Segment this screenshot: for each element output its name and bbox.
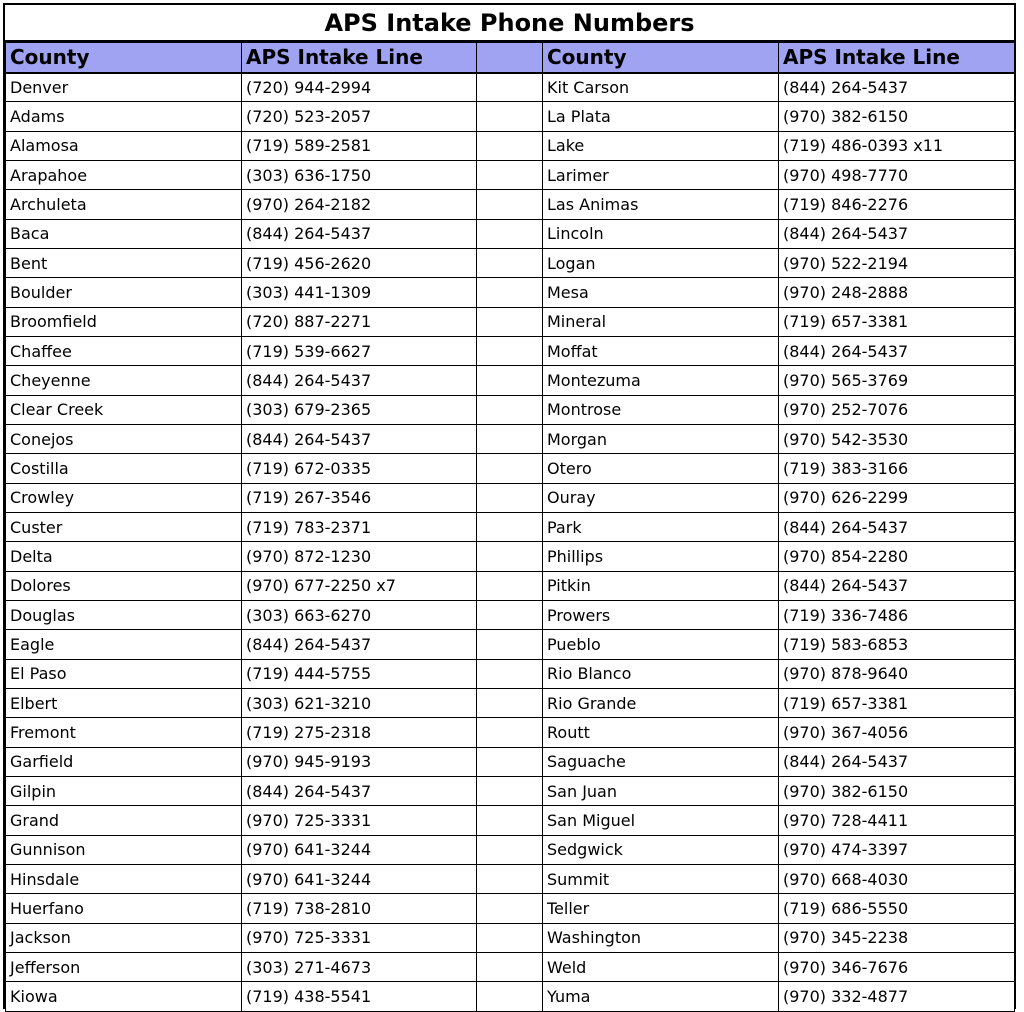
phone-cell: (970) 346-7676 xyxy=(779,952,1015,981)
phone-cell: (970) 264-2182 xyxy=(242,190,477,219)
header-county-right: County xyxy=(543,43,779,73)
county-cell: Baca xyxy=(6,219,242,248)
table-row xyxy=(6,718,1015,747)
county-cell: Washington xyxy=(543,923,779,952)
table-row xyxy=(6,395,1015,424)
county-cell: Jefferson xyxy=(6,952,242,981)
phone-cell: (719) 444-5755 xyxy=(242,659,477,688)
gap-cell xyxy=(477,454,543,483)
table-row xyxy=(6,73,1015,102)
county-cell: Montrose xyxy=(543,395,779,424)
gap-cell xyxy=(477,630,543,659)
county-cell: Otero xyxy=(543,454,779,483)
phone-cell: (970) 641-3244 xyxy=(242,835,477,864)
county-cell: Jackson xyxy=(6,923,242,952)
county-cell: Park xyxy=(543,512,779,541)
header-line-left: APS Intake Line xyxy=(242,43,477,73)
gap-cell xyxy=(477,73,543,102)
table-row xyxy=(6,278,1015,307)
gap-cell xyxy=(477,864,543,893)
table-row xyxy=(6,160,1015,189)
county-cell: Eagle xyxy=(6,630,242,659)
phone-cell: (719) 672-0335 xyxy=(242,454,477,483)
gap-cell xyxy=(477,336,543,365)
phone-cell: (970) 474-3397 xyxy=(779,835,1015,864)
county-cell: Bent xyxy=(6,248,242,277)
table-row xyxy=(6,190,1015,219)
table-row xyxy=(6,571,1015,600)
phone-cell: (844) 264-5437 xyxy=(779,73,1015,102)
table-row xyxy=(6,747,1015,776)
gap-cell xyxy=(477,395,543,424)
table-row xyxy=(6,952,1015,981)
county-cell: Archuleta xyxy=(6,190,242,219)
phone-cell: (844) 264-5437 xyxy=(779,747,1015,776)
table-row xyxy=(6,248,1015,277)
gap-cell xyxy=(477,806,543,835)
sheet-title: APS Intake Phone Numbers xyxy=(5,5,1014,42)
county-cell: Ouray xyxy=(543,483,779,512)
county-cell: Arapahoe xyxy=(6,160,242,189)
table-row xyxy=(6,366,1015,395)
phone-cell: (303) 271-4673 xyxy=(242,952,477,981)
phone-cell: (970) 542-3530 xyxy=(779,424,1015,453)
county-cell: Huerfano xyxy=(6,894,242,923)
phone-cell: (970) 382-6150 xyxy=(779,102,1015,131)
phone-cell: (719) 267-3546 xyxy=(242,483,477,512)
table-row xyxy=(6,776,1015,805)
phone-number-sheet xyxy=(3,3,1016,1009)
header-gap xyxy=(477,43,543,73)
gap-cell xyxy=(477,688,543,717)
gap-cell xyxy=(477,747,543,776)
phone-cell: (844) 264-5437 xyxy=(242,219,477,248)
county-cell: Costilla xyxy=(6,454,242,483)
phone-cell: (844) 264-5437 xyxy=(779,336,1015,365)
gap-cell xyxy=(477,160,543,189)
phone-cell: (844) 264-5437 xyxy=(779,219,1015,248)
phone-cell: (844) 264-5437 xyxy=(779,571,1015,600)
county-cell: El Paso xyxy=(6,659,242,688)
county-cell: Dolores xyxy=(6,571,242,600)
phone-cell: (719) 336-7486 xyxy=(779,600,1015,629)
phone-cell: (719) 539-6627 xyxy=(242,336,477,365)
phone-cell: (970) 854-2280 xyxy=(779,542,1015,571)
county-cell: Chaffee xyxy=(6,336,242,365)
gap-cell xyxy=(477,982,543,1011)
gap-cell xyxy=(477,835,543,864)
county-cell: San Miguel xyxy=(543,806,779,835)
table-row xyxy=(6,424,1015,453)
gap-cell xyxy=(477,952,543,981)
phone-cell: (970) 565-3769 xyxy=(779,366,1015,395)
phone-cell: (970) 382-6150 xyxy=(779,776,1015,805)
county-cell: Hinsdale xyxy=(6,864,242,893)
county-cell: Conejos xyxy=(6,424,242,453)
county-cell: Cheyenne xyxy=(6,366,242,395)
gap-cell xyxy=(477,776,543,805)
county-cell: Phillips xyxy=(543,542,779,571)
gap-cell xyxy=(477,600,543,629)
phone-cell: (970) 367-4056 xyxy=(779,718,1015,747)
county-cell: Logan xyxy=(543,248,779,277)
county-cell: Broomfield xyxy=(6,307,242,336)
phone-cell: (719) 456-2620 xyxy=(242,248,477,277)
gap-cell xyxy=(477,718,543,747)
county-cell: Weld xyxy=(543,952,779,981)
gap-cell xyxy=(477,483,543,512)
table-row xyxy=(6,336,1015,365)
county-cell: Las Animas xyxy=(543,190,779,219)
county-cell: Moffat xyxy=(543,336,779,365)
county-cell: Alamosa xyxy=(6,131,242,160)
phone-cell: (844) 264-5437 xyxy=(242,776,477,805)
gap-cell xyxy=(477,512,543,541)
gap-cell xyxy=(477,307,543,336)
county-cell: Lake xyxy=(543,131,779,160)
table-row xyxy=(6,483,1015,512)
gap-cell xyxy=(477,542,543,571)
table-body xyxy=(6,73,1015,1012)
phone-cell: (970) 872-1230 xyxy=(242,542,477,571)
phone-cell: (970) 728-4411 xyxy=(779,806,1015,835)
table-row xyxy=(6,542,1015,571)
table-row xyxy=(6,630,1015,659)
phone-cell: (719) 383-3166 xyxy=(779,454,1015,483)
header-line-right: APS Intake Line xyxy=(779,43,1015,73)
phone-cell: (719) 686-5550 xyxy=(779,894,1015,923)
phone-cell: (844) 264-5437 xyxy=(779,512,1015,541)
county-cell: Morgan xyxy=(543,424,779,453)
county-cell: Boulder xyxy=(6,278,242,307)
county-cell: Rio Grande xyxy=(543,688,779,717)
county-cell: Fremont xyxy=(6,718,242,747)
county-cell: Douglas xyxy=(6,600,242,629)
county-cell: Saguache xyxy=(543,747,779,776)
phone-cell: (303) 679-2365 xyxy=(242,395,477,424)
phone-cell: (970) 522-2194 xyxy=(779,248,1015,277)
county-cell: Routt xyxy=(543,718,779,747)
phone-cell: (844) 264-5437 xyxy=(242,630,477,659)
county-cell: Denver xyxy=(6,73,242,102)
gap-cell xyxy=(477,102,543,131)
table-row xyxy=(6,982,1015,1011)
phone-cell: (970) 332-4877 xyxy=(779,982,1015,1011)
county-cell: Lincoln xyxy=(543,219,779,248)
county-cell: Delta xyxy=(6,542,242,571)
county-cell: Mesa xyxy=(543,278,779,307)
table-row xyxy=(6,659,1015,688)
table-row xyxy=(6,835,1015,864)
county-cell: Sedgwick xyxy=(543,835,779,864)
gap-cell xyxy=(477,219,543,248)
gap-cell xyxy=(477,424,543,453)
county-cell: Gilpin xyxy=(6,776,242,805)
phone-cell: (720) 887-2271 xyxy=(242,307,477,336)
phone-cell: (719) 657-3381 xyxy=(779,688,1015,717)
phone-cell: (970) 668-4030 xyxy=(779,864,1015,893)
gap-cell xyxy=(477,131,543,160)
phone-cell: (719) 846-2276 xyxy=(779,190,1015,219)
table-row xyxy=(6,512,1015,541)
phone-cell: (303) 636-1750 xyxy=(242,160,477,189)
county-cell: Clear Creek xyxy=(6,395,242,424)
phone-cell: (970) 725-3331 xyxy=(242,923,477,952)
county-cell: Grand xyxy=(6,806,242,835)
phone-cell: (719) 438-5541 xyxy=(242,982,477,1011)
phone-cell: (719) 589-2581 xyxy=(242,131,477,160)
phone-cell: (303) 663-6270 xyxy=(242,600,477,629)
table-row xyxy=(6,102,1015,131)
county-cell: Mineral xyxy=(543,307,779,336)
phone-cell: (719) 583-6853 xyxy=(779,630,1015,659)
phone-cell: (303) 621-3210 xyxy=(242,688,477,717)
county-cell: La Plata xyxy=(543,102,779,131)
county-cell: Elbert xyxy=(6,688,242,717)
gap-cell xyxy=(477,659,543,688)
phone-cell: (970) 878-9640 xyxy=(779,659,1015,688)
gap-cell xyxy=(477,278,543,307)
phone-cell: (719) 738-2810 xyxy=(242,894,477,923)
phone-cell: (970) 945-9193 xyxy=(242,747,477,776)
county-cell: Crowley xyxy=(6,483,242,512)
phone-cell: (970) 626-2299 xyxy=(779,483,1015,512)
table-row xyxy=(6,219,1015,248)
table-row xyxy=(6,454,1015,483)
phone-cell: (970) 677-2250 x7 xyxy=(242,571,477,600)
phone-cell: (720) 523-2057 xyxy=(242,102,477,131)
phone-cell: (970) 725-3331 xyxy=(242,806,477,835)
phone-cell: (970) 252-7076 xyxy=(779,395,1015,424)
gap-cell xyxy=(477,366,543,395)
header-row xyxy=(6,43,1015,73)
table-row xyxy=(6,688,1015,717)
phone-cell: (720) 944-2994 xyxy=(242,73,477,102)
county-cell: Garfield xyxy=(6,747,242,776)
phone-cell: (719) 275-2318 xyxy=(242,718,477,747)
county-cell: San Juan xyxy=(543,776,779,805)
county-cell: Kit Carson xyxy=(543,73,779,102)
phone-cell: (719) 783-2371 xyxy=(242,512,477,541)
county-cell: Montezuma xyxy=(543,366,779,395)
gap-cell xyxy=(477,894,543,923)
county-cell: Yuma xyxy=(543,982,779,1011)
phone-cell: (719) 657-3381 xyxy=(779,307,1015,336)
table-row xyxy=(6,600,1015,629)
table-row xyxy=(6,806,1015,835)
phone-cell: (844) 264-5437 xyxy=(242,366,477,395)
county-cell: Summit xyxy=(543,864,779,893)
county-cell: Pitkin xyxy=(543,571,779,600)
county-cell: Rio Blanco xyxy=(543,659,779,688)
county-cell: Prowers xyxy=(543,600,779,629)
phone-table xyxy=(5,42,1015,1012)
table-row xyxy=(6,307,1015,336)
table-row xyxy=(6,131,1015,160)
table-row xyxy=(6,864,1015,893)
gap-cell xyxy=(477,248,543,277)
phone-cell: (970) 498-7770 xyxy=(779,160,1015,189)
phone-cell: (844) 264-5437 xyxy=(242,424,477,453)
phone-cell: (970) 641-3244 xyxy=(242,864,477,893)
phone-cell: (970) 248-2888 xyxy=(779,278,1015,307)
phone-cell: (719) 486-0393 x11 xyxy=(779,131,1015,160)
county-cell: Larimer xyxy=(543,160,779,189)
county-cell: Kiowa xyxy=(6,982,242,1011)
county-cell: Adams xyxy=(6,102,242,131)
gap-cell xyxy=(477,923,543,952)
phone-cell: (970) 345-2238 xyxy=(779,923,1015,952)
table-row xyxy=(6,894,1015,923)
county-cell: Gunnison xyxy=(6,835,242,864)
table-row xyxy=(6,923,1015,952)
gap-cell xyxy=(477,571,543,600)
county-cell: Custer xyxy=(6,512,242,541)
header-county-left: County xyxy=(6,43,242,73)
county-cell: Pueblo xyxy=(543,630,779,659)
phone-cell: (303) 441-1309 xyxy=(242,278,477,307)
gap-cell xyxy=(477,190,543,219)
county-cell: Teller xyxy=(543,894,779,923)
